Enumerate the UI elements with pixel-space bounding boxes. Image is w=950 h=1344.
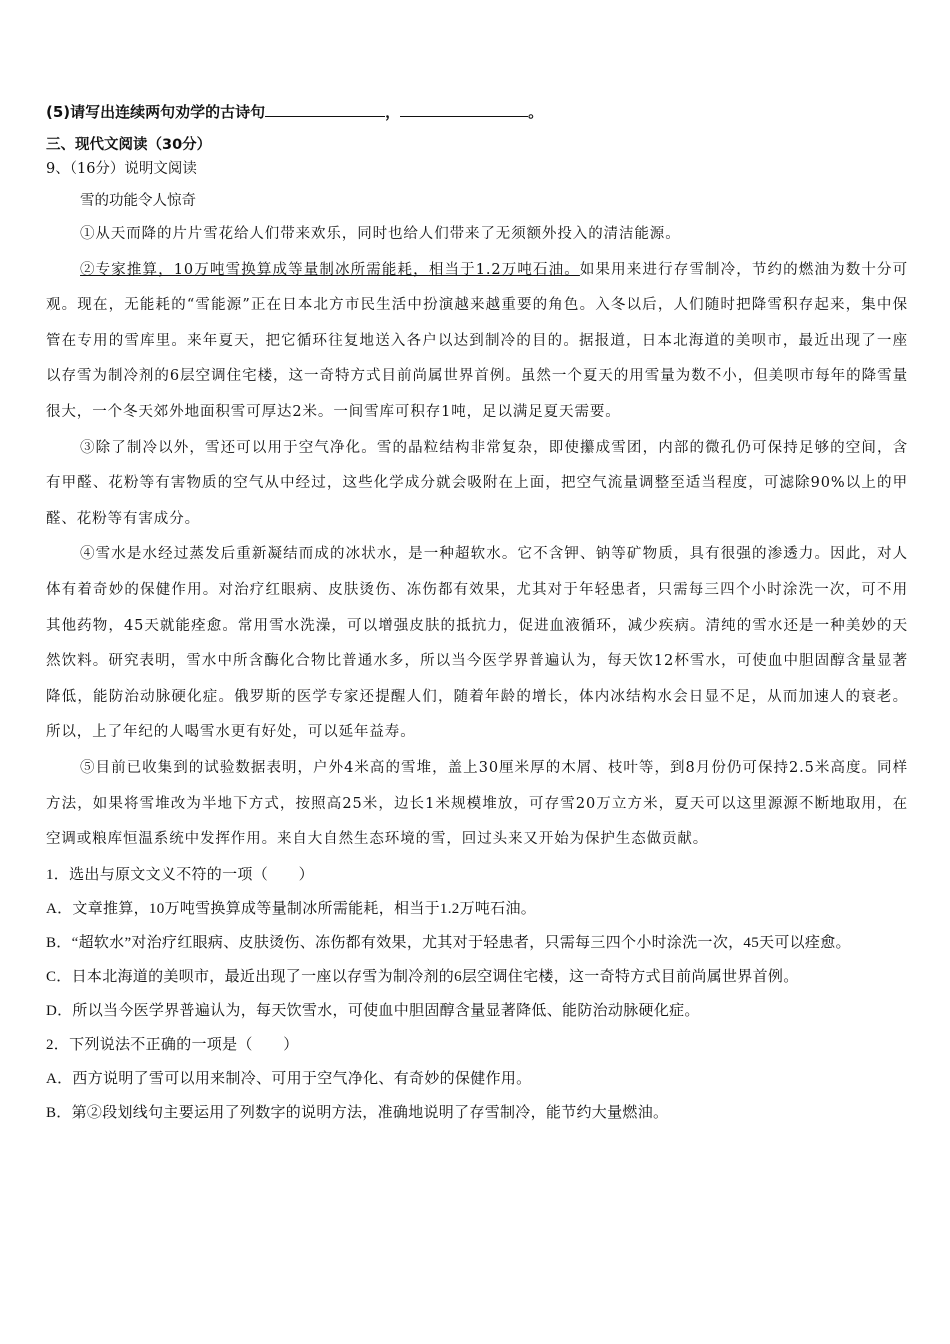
paragraph-4: ④雪水是水经过蒸发后重新凝结而成的冰状水，是一种超软水。它不含钾、钠等矿物质，具有很强的渗透力。因此，对人体有着奇妙的保健作用。对治疗红眼病、皮肤烫伤、冻伤都有效果，尤其对于年轻患者，只需每三四个小时涂洗一次，可不用其他药物，45天就能痊愈。常用雪水洗澡，可以增强皮肤的抵抗力，促进血液循环，减少疾病。清纯的雪水还是一种美妙的天然饮料。研究表明，雪水中所含酶化合物比普通水多，所以当今医学界普遍认为，每天饮12杯雪水，可使血中胆固醇含量显著降低，能防治动脉硬化症。俄罗斯的医学专家还提醒人们，随着年龄的增长，体内冰结构水会日显不足，从而加速人的衰老。所以，上了年纪的人喝雪水更有好处，可以延年益寿。: [46, 546, 908, 741]
option-b: B．第②段划线句主要运用了列数字的说明方法，准确地说明了存雪制冷，能节约大量燃油。: [46, 1104, 669, 1121]
question-1: [46, 858, 908, 1028]
exam-page: [46, 98, 908, 1130]
section-3-heading: 三、现代文阅读（30分）: [46, 137, 212, 153]
option-a: A．文章推算，10万吨雪换算成等量制冰所需能耗，相当于1.2万吨石油。: [46, 900, 537, 917]
comma: ，: [385, 103, 401, 121]
period: 。: [528, 103, 544, 121]
question-1-stem: 1．选出与原文文义不符的一项（ ）: [46, 866, 314, 883]
question-2: [46, 1028, 908, 1130]
question-2-stem: 2．下列说法不正确的一项是（ ）: [46, 1036, 299, 1053]
paragraph-2-rest: 如果用来进行存雪制冷，节约的燃油为数十分可观。现在，无能耗的“雪能源”正在日本北方市民生活中扮演越来越重要的角色。入冬以后，人们随时把降雪积存起来，集中保管在专用的雪库里。来年夏天，把它循环往复地送入各户以达到制冷的目的。据报道，日本北海道的美呗市，最近出现了一座以存雪为制冷剂的6层空调住宅楼，这一奇特方式目前尚属世界首例。虽然一个夏天的用雪量为数不小，但美呗市每年的降雪量很大，一个冬天郊外地面积雪可厚达2米。一间雪库可积存1吨，足以满足夏天需要。: [46, 261, 909, 420]
answer-blank-2[interactable]: [400, 100, 528, 117]
option-c: C．日本北海道的美呗市，最近出现了一座以存雪为制冷剂的6层空调住宅楼，这一奇特方式目前尚属世界首例。: [46, 968, 799, 985]
option-b: B．“超软水”对治疗红眼病、皮肤烫伤、冻伤都有效果，尤其对于轻患者，只需每三四个小时涂洗一次，45天可以痊愈。: [46, 934, 851, 951]
question-9-header: 9、（16分）说明文阅读: [46, 161, 197, 177]
option-d: D．所以当今医学界普遍认为，每天饮雪水，可使血中胆固醇含量显著降低、能防治动脉硬化症。: [46, 1002, 700, 1019]
question-5-text: (5)请写出连续两句劝学的古诗句: [46, 103, 266, 121]
answer-blank-1[interactable]: [265, 100, 385, 117]
passage-title: 雪的功能令人惊奇: [80, 193, 196, 209]
question-5: [46, 98, 908, 126]
paragraph-2: [46, 253, 908, 431]
paragraph-3: ③除了制冷以外，雪还可以用于空气净化。雪的晶粒结构非常复杂，即使攥成雪团，内部的微孔仍可保持足够的空间，含有甲醛、花粉等有害物质的空气从中经过，这些化学成分就会吸附在上面，把空气流量调整至适当程度，可滤除90%以上的甲醛、花粉等有害成分。: [46, 439, 908, 527]
option-a: A．西方说明了雪可以用来制冷、可用于空气净化、有奇妙的保健作用。: [46, 1070, 532, 1087]
underlined-sentence: ②专家推算，10万吨雪换算成等量制冰所需能耗，相当于1.2万吨石油。: [80, 261, 580, 278]
paragraph-5: ⑤目前已收集到的试验数据表明，户外4米高的雪堆，盖上30厘米厚的木屑、枝叶等，到8月份仍可保持2.5米高度。同样方法，如果将雪堆改为半地下方式，按照高25米，边长1米规模堆放，可存雪20万立方米，夏天可以这里源源不断地取用，在空调或粮库恒温系统中发挥作用。来自大自然生态环境的雪，回过头来又开始为保护生态做贡献。: [46, 759, 908, 848]
paragraph-1: ①从天而降的片片雪花给人们带来欢乐，同时也给人们带来了无须额外投入的清洁能源。: [80, 226, 681, 242]
